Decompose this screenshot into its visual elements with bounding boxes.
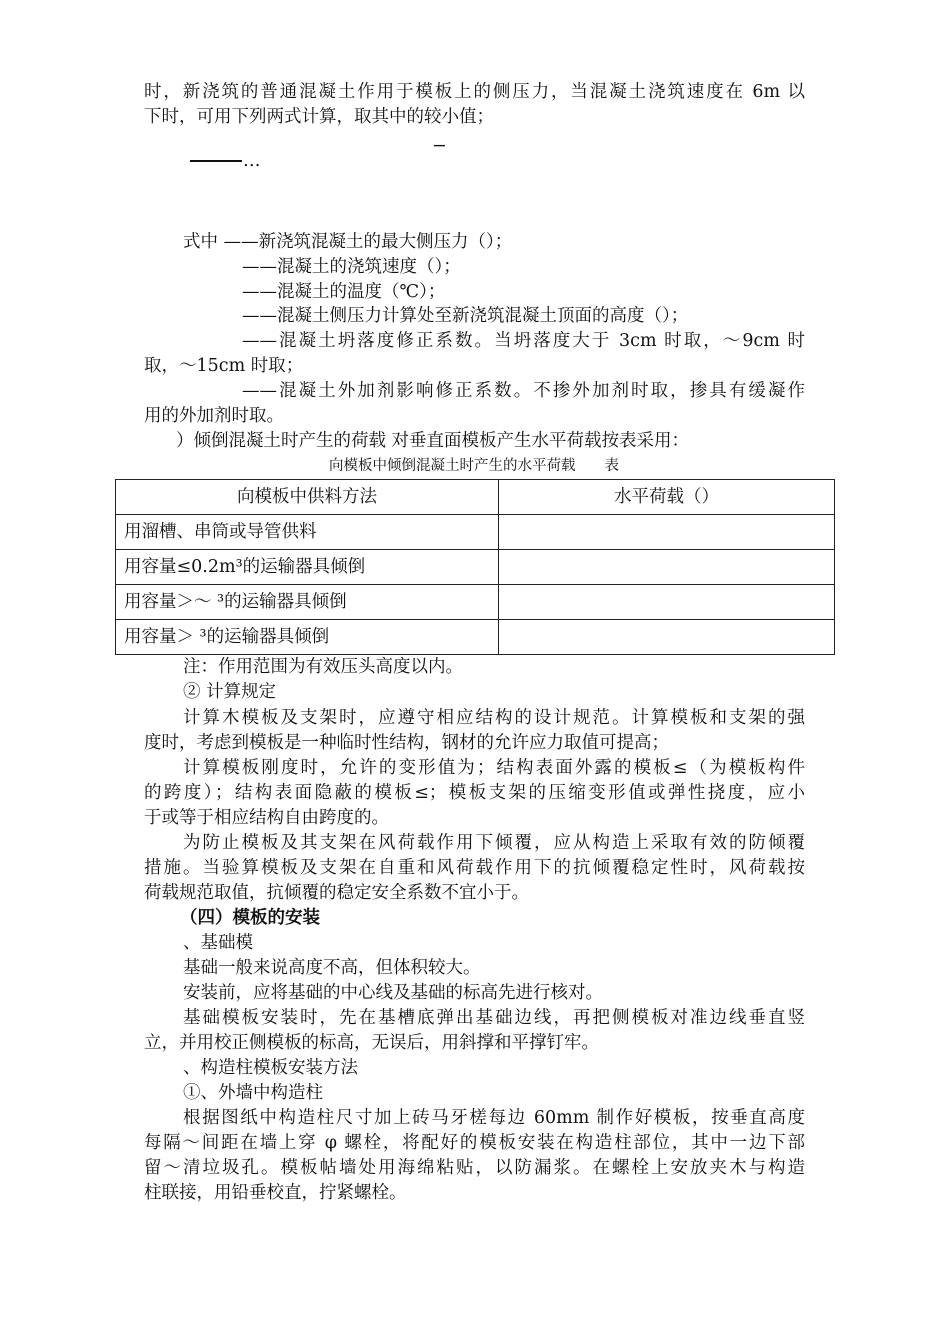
paragraph-line: 下时，可用下列两式计算，取其中的较小值； (144, 107, 494, 127)
header-cell: 水平荷载（） (499, 480, 835, 515)
paragraph-line: 的跨度）；结构表面隐蔽的模板≤；模板支架的压缩变形值或弹性挠度，应小 (144, 783, 805, 803)
paragraph-line: 于或等于相应结构自由跨度的。 (144, 808, 389, 828)
load-cell (499, 620, 835, 655)
table-note: 注：作用范围为有效压头高度以内。 (183, 657, 463, 677)
table-row (116, 550, 835, 585)
load-cell (499, 585, 835, 620)
symbol-definition: ——混凝土侧压力计算处至新浇筑混凝土顶面的高度（）； (242, 306, 689, 326)
paragraph-line: 根据图纸中构造柱尺寸加上砖马牙槎每边 60mm 制作好模板，按垂直高度 (183, 1108, 805, 1128)
paragraph-line: 柱联接，用铅垂校直，拧紧螺栓。 (144, 1183, 407, 1203)
sub-heading: ①、外墙中构造柱 (183, 1083, 323, 1103)
paragraph-line: 时，新浇筑的普通混凝土作用于模板上的侧压力，当混凝土浇筑速度在 6m 以 (144, 82, 805, 102)
paragraph-line: 基础模板安装时，先在基槽底弹出基础边线，再把侧模板对准边线垂直竖 (183, 1008, 805, 1028)
paragraph-line: 度时，考虑到模板是一种临时性结构，钢材的允许应力取值可提高； (144, 733, 669, 753)
paragraph-line: 立，并用校正侧模板的标高，无误后，用斜撑和平撑钉牢。 (144, 1033, 599, 1053)
symbol-definition: ——混凝土坍落度修正系数。当坍落度大于 3cm 时取，～9cm 时 (242, 331, 805, 351)
symbol-definition: 用的外加剂时取。 (144, 406, 284, 426)
paragraph-line: 安装前，应将基础的中心线及基础的标高先进行核对。 (183, 983, 603, 1003)
load-cell (499, 515, 835, 550)
method-cell: 用溜槽、串筒或导管供料 (116, 515, 499, 550)
table-row (116, 585, 835, 620)
load-cell (499, 550, 835, 585)
sub-heading: 、构造柱模板安装方法 (183, 1058, 358, 1078)
paragraph-line: 荷载规范取值，抗倾覆的稳定安全系数不宜小于。 (144, 883, 529, 903)
paragraph-line: 留～清垃圾孔。模板帖墙处用海绵粘贴，以防漏浆。在螺栓上安放夹木与构造 (144, 1158, 805, 1178)
table-row (116, 620, 835, 655)
section-heading: ② 计算规定 (183, 682, 277, 702)
sub-heading: 、基础模 (183, 933, 253, 953)
paragraph-line: 计算木模板及支架时，应遵守相应结构的设计规范。计算模板和支架的强 (183, 708, 805, 728)
table-caption: 向模板中倾倒混凝土时产生的水平荷载 表 (329, 458, 619, 474)
formula-rule (190, 160, 242, 162)
table-row (116, 515, 835, 550)
section-intro: ）倾倒混凝土时产生的荷载 对垂直面模板产生水平荷载按表采用： (176, 431, 690, 451)
symbol-definition: 取，～15cm 时取； (144, 356, 304, 376)
table-header-row (116, 480, 835, 515)
paragraph-line: 措施。当验算模板及支架在自重和风荷载作用下的抗倾覆稳定性时，风荷载按 (144, 858, 805, 878)
formula-ellipsis: … (243, 151, 261, 171)
symbol-definition: ——混凝土的温度（℃）； (242, 282, 446, 302)
formula-mark: − (432, 136, 447, 156)
symbol-definition: 式中 ——新浇筑混凝土的最大侧压力（）； (183, 232, 513, 252)
symbol-definition: ——混凝土外加剂影响修正系数。不掺外加剂时取，掺具有缓凝作 (242, 381, 805, 401)
paragraph-line: 为防止模板及其支架在风荷载作用下倾覆，应从构造上采取有效的防倾覆 (183, 833, 805, 853)
horizontal-load-table (115, 479, 835, 655)
method-cell: 用容量≤0.2m³的运输器具倾倒 (116, 550, 499, 585)
paragraph-line: 计算模板刚度时，允许的变形值为；结构表面外露的模板≤（为模板构件 (183, 758, 805, 778)
header-cell: 向模板中供料方法 (116, 480, 499, 515)
symbol-definition: ——混凝土的浇筑速度（）； (242, 257, 461, 277)
method-cell: 用容量＞～ ³的运输器具倾倒 (116, 585, 499, 620)
paragraph-line: 基础一般来说高度不高，但体积较大。 (183, 958, 481, 978)
section-heading: （四）模板的安装 (180, 908, 320, 928)
method-cell: 用容量＞ ³的运输器具倾倒 (116, 620, 499, 655)
paragraph-line: 每隔～间距在墙上穿 φ 螺栓，将配好的模板安装在构造柱部位，其中一边下部 (144, 1133, 805, 1153)
